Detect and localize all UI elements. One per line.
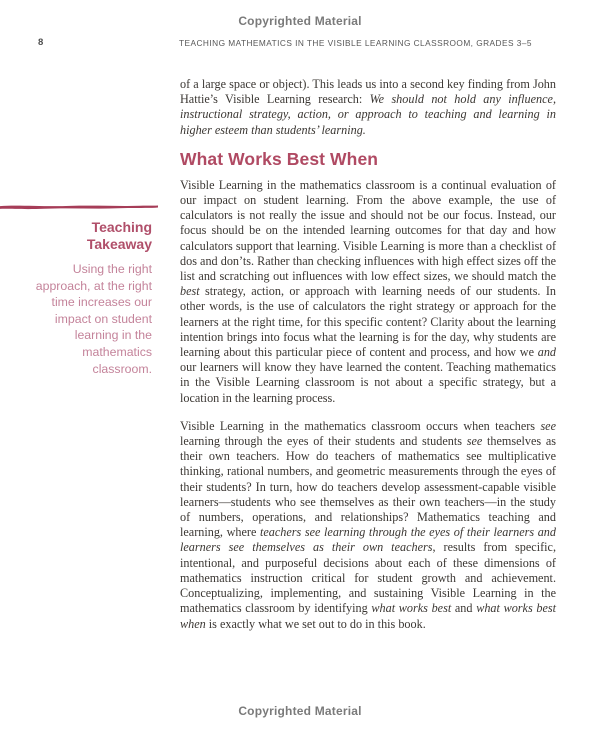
body-paragraph: of a large space or object). This leads us into a second key finding from John Hattie’s Visible Learning research: We should not hold any influence, instructional strategy, action, or approach to teaching and learning in higher esteem than students’ learning. — [180, 77, 556, 137]
copyright-notice-top: Copyrighted Material — [238, 14, 362, 28]
sidebar-takeaway-text: Using the right approach, at the right time increases our impact on student learning in the mathematics classroom. — [35, 262, 152, 376]
section-paragraphs — [180, 178, 556, 632]
sidebar-title: Teaching Takeaway — [86, 219, 152, 252]
teaching-takeaway-sidebar — [0, 203, 152, 377]
page-number: 8 — [38, 37, 44, 48]
brush-stroke-rule — [0, 203, 158, 211]
copyright-notice-bottom: Copyrighted Material — [238, 704, 362, 718]
body-text-column — [180, 77, 556, 632]
section-heading: What Works Best When — [180, 148, 379, 169]
running-head: TEACHING MATHEMATICS IN THE VISIBLE LEARNING CLASSROOM, GRADES 3–5 — [179, 38, 532, 48]
intro-paragraphs — [180, 77, 556, 138]
body-paragraph: Visible Learning in the mathematics classroom occurs when teachers see learning through the eyes of their students and students see themselves as their own teachers. How do teachers of mathematics see multiplicative thinking, rational numbers, and geometric measurements through the eyes of their students? In turn, how do teachers develop assessment-capable visible learners—students who see themselves as their own teachers—in the study of numbers, operations, and relationships? Mathematics teaching and learning, where teachers see learning through the eyes of their learners and learners see themselves as their own teachers, results from specific, intentional, and purposeful decisions about each of these dimensions of mathematics instruction critical for student growth and achievement. Conceptualizing, implementing, and sustaining Visible Learning in the mathematics classroom by identifying what works best and what works best when is exactly what we set out to do in this book. — [180, 418, 557, 631]
body-paragraph: Visible Learning in the mathematics classroom is a continual evaluation of our impact on student learning. From the above example, the use of calculators is not really the issue and should not be our focus. Instead, our focus should be on the intended learning outcomes for that day and how calculators support that learning. Visible Learning is more than a checklist of dos and don’ts. Rather than checking influences with high effect sizes off the list and scratching out influences with low effect sizes, we should match the best strategy, action, or approach with learning needs of our students. In other words, is the use of calculators the right strategy or approach for the learners at the right time, for this specific content? Clarity about the learning intention brings into focus what the learning is for the day, why students are learning about this particular piece of content and process, and how we and our learners will know they have learned the content. Teaching mathematics in the Visible Learning classroom is not about a specific strategy, but a location in the learning process. — [180, 177, 556, 405]
